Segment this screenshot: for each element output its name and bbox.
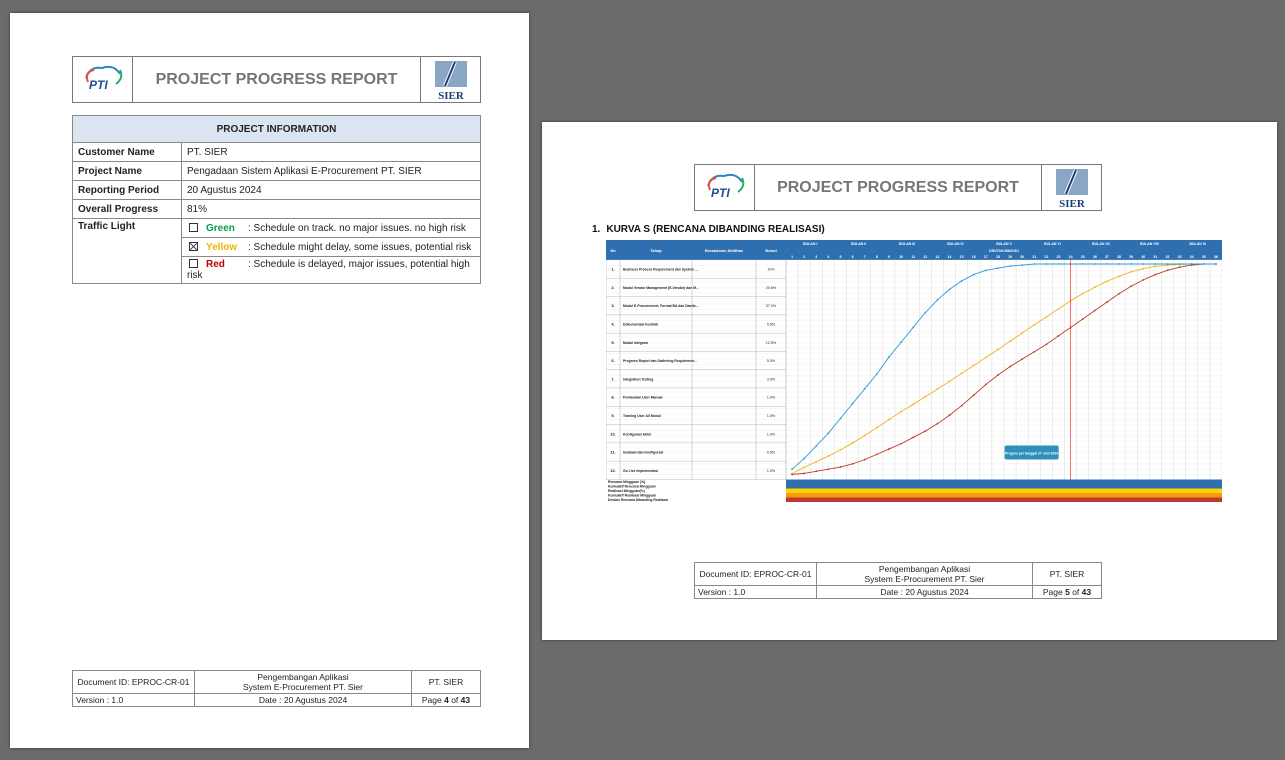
- week-tick-label: 24: [1068, 255, 1073, 259]
- week-tick-label: 32: [1165, 255, 1170, 259]
- series-point: [815, 445, 817, 447]
- week-tick-label: 9: [887, 255, 890, 259]
- series-point: [815, 470, 817, 472]
- series-point: [1154, 263, 1156, 265]
- table-row: Customer Name PT. SIER: [73, 143, 481, 162]
- week-tick-label: 31: [1153, 255, 1158, 259]
- series-point: [1142, 279, 1144, 281]
- activity-number: 11.: [610, 449, 616, 455]
- week-tick-label: 3: [815, 255, 818, 259]
- series-point: [1033, 263, 1035, 265]
- week-tick-label: 10: [899, 255, 904, 259]
- activity-weight: 3.0%: [766, 377, 776, 382]
- activity-weight: 10%: [767, 267, 775, 272]
- activity-name: Business Process Requirement dan System …: [623, 267, 699, 272]
- summary-row-fill: [786, 480, 1222, 485]
- series-point: [888, 419, 890, 421]
- activity-weight: 37.0%: [765, 304, 777, 309]
- report-page-4: [10, 13, 529, 748]
- series-point: [852, 442, 854, 444]
- activity-weight: 1.0%: [766, 432, 776, 437]
- week-tick-label: 25: [1080, 255, 1085, 259]
- table-row: Project Name Pengadaan Sistem Aplikasi E-Procurement PT. SIER: [73, 162, 481, 181]
- report-title: PROJECT PROGRESS REPORT: [155, 70, 398, 88]
- page-number: Page 5 of 43: [1033, 586, 1102, 599]
- activity-name: Instalasi dan Konfigurasi: [623, 450, 664, 455]
- report-header: [72, 56, 481, 103]
- week-tick-label: 20: [1020, 255, 1025, 259]
- series-point: [803, 467, 805, 469]
- week-tick-label: 36: [1213, 255, 1218, 259]
- activity-weight: 5.5%: [766, 322, 776, 327]
- series-point: [900, 443, 902, 445]
- series-point: [936, 299, 938, 301]
- series-point: [852, 403, 854, 405]
- week-tick-label: 14: [947, 255, 952, 259]
- activity-number: 7.: [611, 376, 615, 382]
- week-tick-label: 1: [791, 255, 794, 259]
- week-tick-label: 23: [1056, 255, 1061, 259]
- activity-weight: 1.0%: [766, 468, 776, 473]
- activity-number: 8.: [611, 394, 615, 400]
- series-point: [827, 455, 829, 457]
- activity-number: 2.: [611, 284, 615, 290]
- activity-weight: 12.5%: [765, 340, 777, 345]
- week-tick-label: 19: [1008, 255, 1013, 259]
- summary-row-label: Deviasi Rencana Dibanding Realisasi: [608, 498, 669, 502]
- series-point: [973, 274, 975, 276]
- summary-row-label: Kumulatif Realisasi Mingguan: [608, 493, 657, 498]
- month-label: BULAN IX: [1189, 242, 1207, 246]
- summary-row-fill: [786, 493, 1222, 498]
- week-tick-label: 12: [923, 255, 928, 259]
- checked-box-icon: [189, 242, 198, 251]
- footer-date: Date : 20 Agustus 2024: [195, 694, 412, 707]
- month-label: BULAN VI: [1044, 242, 1061, 246]
- series-point: [900, 341, 902, 343]
- series-point: [827, 432, 829, 434]
- column-header: Breakdown Aktifitas: [704, 248, 744, 253]
- series-point: [827, 468, 829, 470]
- summary-row-label: Rencana Mingguan (%): [608, 480, 646, 485]
- series-point: [1130, 271, 1132, 273]
- week-tick-label: 6: [851, 255, 854, 259]
- series-point: [985, 269, 987, 271]
- series-point: [815, 461, 817, 463]
- footer-version: Version : 1.0: [73, 694, 195, 707]
- doc-id: Document ID: EPROC-CR-01: [695, 563, 817, 586]
- series-point: [1094, 286, 1096, 288]
- week-tick-label: 4: [827, 255, 830, 259]
- series-point: [1082, 293, 1084, 295]
- series-point: [949, 414, 951, 416]
- activity-weight: 20.5%: [765, 285, 777, 290]
- week-tick-label: 22: [1044, 255, 1049, 259]
- month-label: BULAN IV: [947, 242, 964, 246]
- pti-logo: [73, 57, 133, 102]
- activity-number: 3.: [611, 303, 615, 309]
- series-point: [1045, 316, 1047, 318]
- series-point: [985, 357, 987, 359]
- activity-number: 12.: [610, 467, 616, 473]
- series-point: [1167, 269, 1169, 271]
- series-point: [1118, 263, 1120, 265]
- traffic-option-yellow: Yellow : Schedule might delay, some issues, potential risk: [182, 238, 481, 257]
- series-point: [876, 373, 878, 375]
- series-point: [1021, 358, 1023, 360]
- week-tick-label: 16: [971, 255, 976, 259]
- series-point: [1058, 308, 1060, 310]
- activity-number: 5.: [611, 339, 615, 345]
- series-point: [1058, 335, 1060, 337]
- week-tick-label: 34: [1189, 255, 1194, 259]
- series-point: [803, 458, 805, 460]
- series-point: [1118, 275, 1120, 277]
- progress-callout: Progres per tanggal 27 Juni 2024: [1005, 451, 1059, 456]
- footer-date: Date : 20 Agustus 2024: [817, 586, 1033, 599]
- series-point: [1021, 332, 1023, 334]
- page-footer: [72, 670, 481, 707]
- svg-text:SIER: SIER: [1058, 197, 1085, 209]
- project-name-value: Pengadaan Sistem Aplikasi E-Procurement PT. SIER: [182, 162, 481, 181]
- series-point: [1045, 343, 1047, 345]
- traffic-light-label: Traffic Light: [73, 219, 182, 284]
- series-point: [876, 453, 878, 455]
- series-point: [936, 388, 938, 390]
- column-header: Tahap: [650, 248, 662, 253]
- series-point: [791, 468, 793, 470]
- activity-weight: 0.5%: [766, 450, 776, 455]
- summary-row-label: Realisasi Mingguan(%): [608, 489, 645, 494]
- page-number: Page 4 of 43: [412, 694, 481, 707]
- series-point: [1142, 268, 1144, 270]
- series-point: [791, 474, 793, 476]
- series-point: [1154, 265, 1156, 267]
- checkbox-icon: [189, 259, 198, 268]
- overall-progress-value: 81%: [182, 200, 481, 219]
- series-point: [864, 459, 866, 461]
- customer-name-value: PT. SIER: [182, 143, 481, 162]
- activity-name: Pembuatan User Manual: [623, 395, 663, 400]
- s-curve-chart: [606, 240, 1222, 502]
- series-point: [1179, 263, 1181, 265]
- series-point: [840, 466, 842, 468]
- report-page-5: [542, 122, 1277, 640]
- week-tick-label: 33: [1177, 255, 1182, 259]
- activity-name: Integration Testing: [623, 377, 654, 382]
- series-point: [864, 388, 866, 390]
- week-tick-label: 18: [995, 255, 1000, 259]
- table-row: Reporting Period 20 Agustus 2024: [73, 181, 481, 200]
- activity-name: Go Live Implementasi: [623, 468, 659, 473]
- series-point: [912, 404, 914, 406]
- series-point: [1094, 263, 1096, 265]
- activity-number: 6.: [611, 358, 615, 364]
- series-point: [949, 288, 951, 290]
- series-point: [840, 449, 842, 451]
- week-tick-label: 2: [803, 255, 806, 259]
- series-point: [888, 448, 890, 450]
- pti-logo: [695, 165, 755, 210]
- summary-row-label: Kumulatif Rencana Mingguan: [608, 484, 656, 489]
- series-point: [1142, 263, 1144, 265]
- week-tick-label: 35: [1201, 255, 1206, 259]
- month-label: BULAN III: [899, 242, 916, 246]
- project-info-heading: PROJECT INFORMATION: [73, 116, 481, 143]
- series-point: [924, 396, 926, 398]
- series-point: [900, 411, 902, 413]
- series-point: [1033, 324, 1035, 326]
- series-point: [1082, 263, 1084, 265]
- series-point: [949, 380, 951, 382]
- activity-number: 10.: [610, 431, 616, 437]
- activity-name: Konfigurasi Akhir: [623, 432, 652, 437]
- project-info-table: [72, 115, 481, 284]
- series-point: [912, 327, 914, 329]
- series-point: [997, 267, 999, 269]
- week-tick-label: 7: [863, 255, 866, 259]
- week-tick-label: 30: [1141, 255, 1146, 259]
- footer-description: Pengembangan Aplikasi System E-Procurement PT. Sier: [195, 671, 412, 694]
- summary-row-fill: [786, 489, 1222, 494]
- activity-number: 9.: [611, 412, 615, 418]
- series-point: [1094, 310, 1096, 312]
- series-point: [1106, 301, 1108, 303]
- series-point: [1106, 263, 1108, 265]
- activity-weight: 1.0%: [766, 395, 776, 400]
- week-tick-label: 11: [911, 255, 916, 259]
- series-point: [912, 437, 914, 439]
- month-label: BULAN V: [996, 242, 1012, 246]
- summary-row-fill: [786, 498, 1222, 503]
- series-point: [1021, 264, 1023, 266]
- activity-number: 1.: [611, 266, 615, 272]
- reporting-period-value: 20 Agustus 2024: [182, 181, 481, 200]
- sier-logo: [1041, 165, 1101, 210]
- series-point: [1118, 293, 1120, 295]
- series-point: [1154, 274, 1156, 276]
- week-tick-label: 8: [875, 255, 878, 259]
- x-axis-label: URUTAN MINGGU: [989, 249, 1019, 253]
- activity-number: 4.: [611, 321, 615, 327]
- sier-logo: [420, 57, 480, 102]
- series-point: [961, 280, 963, 282]
- series-point: [1033, 351, 1035, 353]
- activity-name: Progress Report dan Gathering Requiremen…: [623, 359, 698, 364]
- series-point: [1167, 263, 1169, 265]
- series-point: [864, 435, 866, 437]
- column-header: No: [610, 248, 616, 253]
- series-point: [961, 372, 963, 374]
- svg-text:SIER: SIER: [437, 89, 464, 101]
- footer-company: PT. SIER: [412, 671, 481, 694]
- month-label: BULAN VIII: [1140, 242, 1159, 246]
- report-title: PROJECT PROGRESS REPORT: [777, 178, 1019, 196]
- summary-row-fill: [786, 484, 1222, 489]
- week-tick-label: 27: [1104, 255, 1109, 259]
- week-tick-label: 28: [1117, 255, 1122, 259]
- series-point: [1009, 366, 1011, 368]
- week-tick-label: 5: [839, 255, 842, 259]
- table-row: [73, 219, 481, 238]
- month-label: BULAN I: [803, 242, 818, 246]
- section-heading: 1. KURVA S (RENCANA DIBANDING REALISASI): [592, 224, 825, 235]
- series-point: [1203, 263, 1205, 265]
- series-point: [973, 365, 975, 367]
- svg-text:PTI: PTI: [88, 77, 108, 92]
- series-point: [997, 374, 999, 376]
- series-point: [1215, 263, 1217, 265]
- column-header: Bobot: [765, 248, 777, 253]
- series-point: [876, 427, 878, 429]
- series-point: [924, 430, 926, 432]
- page-footer: [694, 562, 1102, 599]
- series-point: [997, 349, 999, 351]
- checkbox-icon: [189, 223, 198, 232]
- series-point: [1191, 263, 1193, 265]
- series-point: [1045, 263, 1047, 265]
- series-point: [1130, 263, 1132, 265]
- series-point: [888, 356, 890, 358]
- doc-id: Document ID: EPROC-CR-01: [73, 671, 195, 694]
- month-label: BULAN II: [851, 242, 867, 246]
- activity-name: Dokumentasi Kontrak: [623, 322, 659, 327]
- series-point: [961, 405, 963, 407]
- series-point: [973, 394, 975, 396]
- activity-name: Modul E-Procurement, Format BA dan Dashb…: [623, 304, 699, 309]
- activity-name: Training User All Modul: [623, 413, 661, 418]
- series-point: [1082, 318, 1084, 320]
- traffic-option-red: Red : Schedule is delayed, major issues, potential high risk: [182, 257, 481, 284]
- activity-name: Modul Integrasi: [623, 340, 649, 345]
- footer-version: Version : 1.0: [695, 586, 817, 599]
- series-point: [936, 423, 938, 425]
- traffic-option-green: Green : Schedule on track. no major issues. no high risk: [182, 219, 481, 238]
- series-point: [840, 417, 842, 419]
- activity-weight: 1.0%: [766, 413, 776, 418]
- series-point: [1009, 265, 1011, 267]
- report-header: [694, 164, 1102, 211]
- week-tick-label: 21: [1032, 255, 1037, 259]
- series-point: [1106, 280, 1108, 282]
- week-tick-label: 17: [983, 255, 988, 259]
- week-tick-label: 13: [935, 255, 940, 259]
- footer-company: PT. SIER: [1033, 563, 1102, 586]
- week-tick-label: 26: [1092, 255, 1097, 259]
- series-point: [803, 472, 805, 474]
- month-label: BULAN VII: [1092, 242, 1110, 246]
- activity-name: Modul Vendor Management (E-Vendor) dan M…: [623, 285, 700, 290]
- series-point: [924, 312, 926, 314]
- series-point: [1009, 340, 1011, 342]
- series-point: [1130, 285, 1132, 287]
- footer-description: Pengembangan Aplikasi System E-Procurement PT. Sier: [817, 563, 1033, 586]
- week-tick-label: 15: [959, 255, 964, 259]
- series-point: [1179, 266, 1181, 268]
- week-tick-label: 29: [1129, 255, 1134, 259]
- table-row: Overall Progress 81%: [73, 200, 481, 219]
- activity-weight: 5.0%: [766, 359, 776, 364]
- series-point: [1058, 263, 1060, 265]
- svg-text:PTI: PTI: [710, 185, 730, 200]
- series-point: [852, 463, 854, 465]
- series-point: [985, 384, 987, 386]
